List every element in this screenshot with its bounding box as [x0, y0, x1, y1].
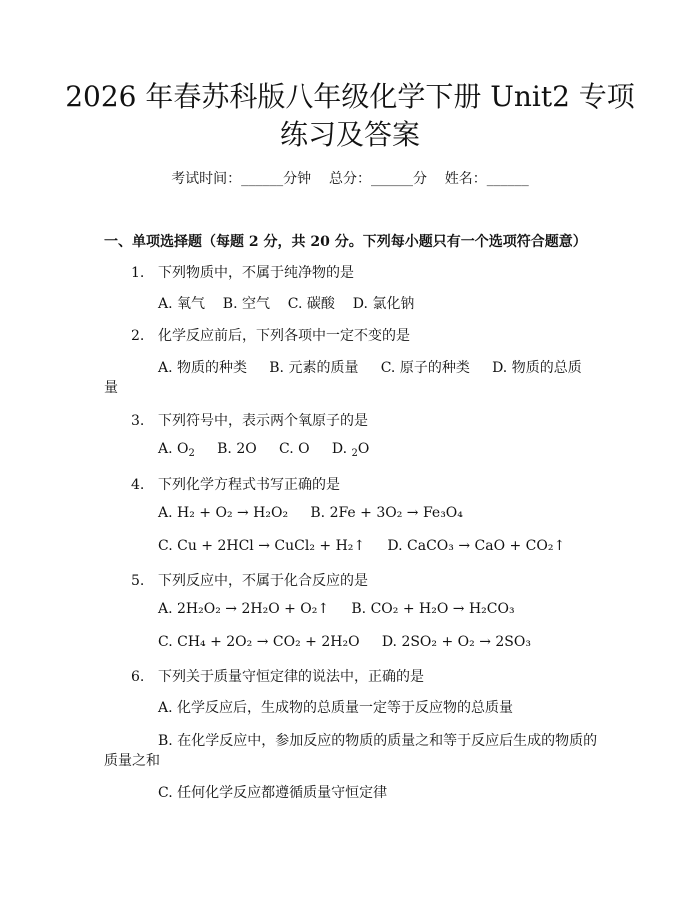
question-stem: 下列物质中，不属于纯净物的是 — [158, 265, 354, 281]
option-b: B. 2Fe + 3O₂ → Fe₃O₄ — [310, 505, 463, 521]
question-4 — [131, 474, 340, 494]
option-c: C. Cu + 2HCl → CuCl₂ + H₂↑ — [158, 538, 366, 554]
question-stem: 化学反应前后，下列各项中一定不变的是 — [158, 328, 410, 344]
question-2 — [131, 325, 410, 345]
question-stem: 下列化学方程式书写正确的是 — [158, 477, 340, 493]
option-a-subscript: 2 — [188, 448, 195, 459]
question-3-options — [158, 441, 369, 457]
section-heading: 一、单项选择题（每题 2 分，共 20 分。下列每小题只有一个选项符合题意） — [104, 234, 587, 250]
option-b: B. 2O — [217, 441, 257, 457]
question-6-option-c: C. 任何化学反应都遵循质量守恒定律 — [158, 785, 388, 801]
option-d: O — [357, 441, 370, 457]
question-stem: 下列符号中，表示两个氧原子的是 — [158, 413, 368, 429]
option-d-prefix: D. — [331, 441, 352, 457]
question-5-options-row2 — [158, 634, 531, 650]
question-5-options-row1 — [158, 601, 515, 617]
option-a: A. 2H₂O₂ → 2H₂O + O₂↑ — [158, 601, 330, 617]
question-number: 6. — [131, 669, 145, 685]
question-4-options-row1 — [158, 505, 463, 521]
question-number: 3. — [131, 413, 145, 429]
question-4-options-row2 — [158, 538, 565, 554]
option-c: C. CH₄ + 2O₂ → CO₂ + 2H₂O — [158, 634, 360, 650]
question-2-options: A. 物质的种类 B. 元素的质量 C. 原子的种类 D. 物质的总质 — [158, 360, 582, 376]
question-2-options-wrap: 量 — [104, 380, 118, 396]
option-b: B. CO₂ + H₂O → H₂CO₃ — [351, 601, 515, 617]
question-number: 4. — [131, 477, 145, 493]
question-6-option-b-wrap: 质量之和 — [104, 753, 160, 769]
option-d: D. 2SO₂ + O₂ → 2SO₃ — [381, 634, 531, 650]
option-d-subscript: 2 — [351, 448, 358, 459]
question-1-options: A. 氧气 B. 空气 C. 碳酸 D. 氯化钠 — [158, 296, 415, 312]
question-number: 2. — [131, 328, 145, 344]
question-6-option-a: A. 化学反应后，生成物的总质量一定等于反应物的总质量 — [158, 700, 514, 716]
question-6 — [131, 666, 424, 686]
option-a: A. O — [158, 441, 189, 457]
exam-meta: 考试时间：______分钟 总分：______分 姓名：______ — [171, 171, 529, 187]
page-title-line2: 练习及答案 — [279, 118, 420, 151]
question-stem: 下列反应中，不属于化合反应的是 — [158, 573, 368, 589]
question-5 — [131, 570, 368, 590]
question-stem: 下列关于质量守恒定律的说法中，正确的是 — [158, 669, 424, 685]
question-3 — [131, 410, 368, 430]
option-d: D. CaCO₃ → CaO + CO₂↑ — [387, 538, 566, 554]
question-6-option-b: B. 在化学反应中，参加反应的物质的质量之和等于反应后生成的物质的 — [158, 733, 598, 749]
page-title-line1: 2026 年春苏科版八年级化学下册 Unit2 专项 — [65, 80, 635, 113]
question-number: 5. — [131, 573, 145, 589]
question-number: 1. — [131, 265, 145, 281]
option-c: C. O — [278, 441, 310, 457]
option-a: A. H₂ + O₂ → H₂O₂ — [158, 505, 289, 521]
question-1 — [131, 262, 354, 282]
